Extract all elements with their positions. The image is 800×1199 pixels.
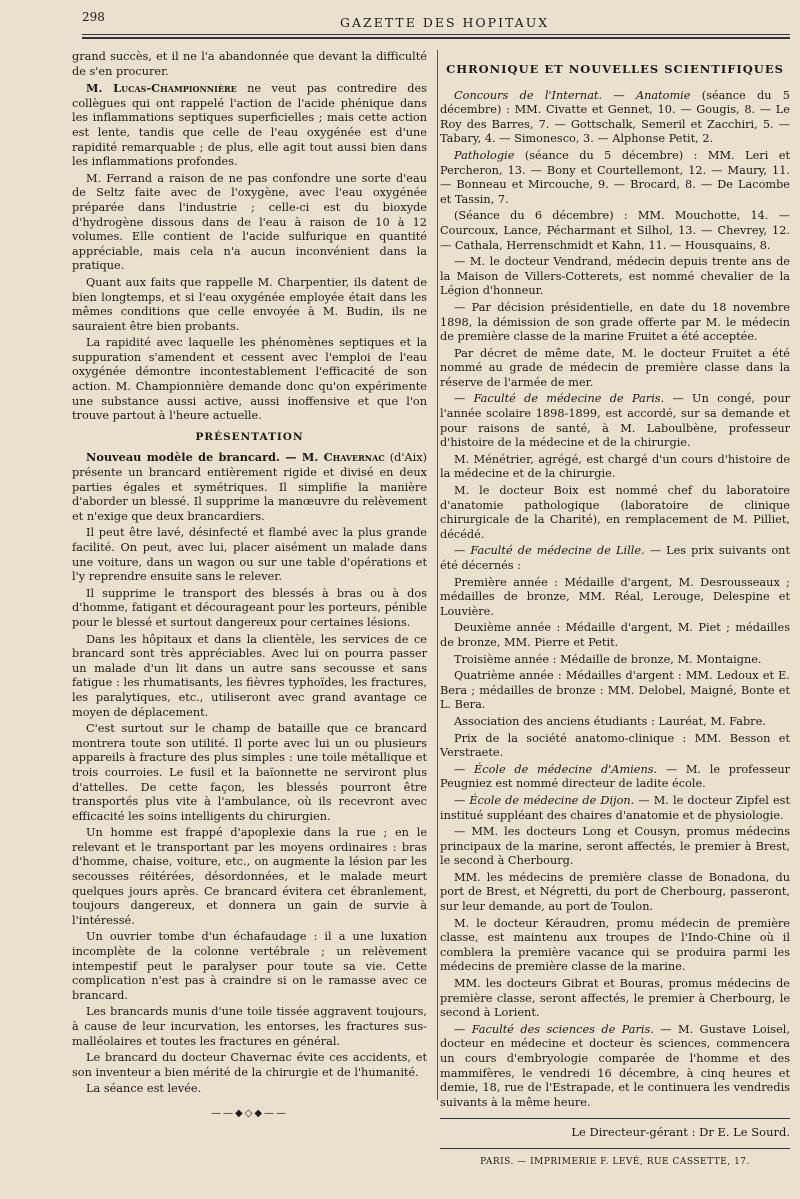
speaker-name: — M. Chavernac	[279, 450, 385, 465]
footer-rule	[440, 1118, 790, 1119]
page-number: 298	[82, 10, 105, 24]
printer-imprint: PARIS. — IMPRIMERIE F. LEVÉ, RUE CASSETTE, 17.	[480, 1156, 750, 1167]
paragraph: La rapidité avec laquelle les phénomènes septiques et la suppuration s'amendent et cessent avec l'emploi de l'eau oxygénée démontre incontestablement l'efficacité de son action. M. Championnière demande donc qu'on expérimente une substance aussi active, aussi inoffensive et que l'on trouve partout à l'heure actuelle.	[72, 336, 427, 423]
section-title-chronique: CHRONIQUE ET NOUVELLES SCIENTIFIQUES	[446, 62, 784, 76]
paragraph-text: — Un congé, pour l'année scolaire 1898-1899, est accordé, sur sa demande et pour raisons de santé, à M. Laboulbène, professeur d'histoire de la médecine et de la chirurgie.	[440, 392, 791, 450]
paragraph: C'est surtout sur le champ de bataille que ce brancard montrera toute son utilité. Il porte avec lui un ou plusieurs appareils à fracture des plus simples : une toile métallique et trois courroies. Le fusil et la baïonnette ne serviront plus d'attelles. De cette façon, les blessés pourront être transportés plus vite à l'ambulance, où ils recevront avec efficacité les soins intelligents du chirurgien.	[72, 722, 427, 823]
speaker-name: M. Lucas-Championnière	[86, 81, 237, 96]
paragraph-text: — Les prix suivants ont été décernés :	[440, 544, 790, 572]
paragraph: Prix de la société anatomo-clinique : MM. Besson et Verstraete.	[440, 731, 790, 760]
paragraph: Les brancards munis d'une toile tissée aggravent toujours, à cause de leur incurvation, les entorses, les fractures sus-malléolaires et toutes les fractures en général.	[72, 1005, 427, 1048]
paragraph: — MM. les docteurs Long et Cousyn, promus médecins principaux de la marine, seront affectés, le premier à Brest, le second à Cherbourg.	[440, 825, 790, 868]
rubric: Concours de l'Internat. — Anatomie	[454, 88, 691, 102]
paragraph: M. Ferrand a raison de ne pas confondre une sorte d'eau de Seltz faite avec de l'oxygène, avec l'eau oxygénée préparée dans l'industrie ; celle-ci est du bioxyde d'hydrogène dissous dans de l'eau à raison de 10 à 12 volumes. Elle contient de l'acide sulfurique en quantité appréciable, mais cela n'a aucun inconvénient dans la pratique.	[72, 171, 427, 273]
article-title: Nouveau modèle de brancard.	[86, 450, 280, 465]
paragraph: Par décret de même date, M. le docteur Fruitet a été nommé au grade de médecin de première classe dans la réserve de l'armée de mer.	[440, 346, 790, 389]
rubric: — Faculté des sciences de Paris.	[454, 1022, 654, 1036]
paragraph: MM. les médecins de première classe de Bonadona, du port de Brest, et Négretti, du port de Cherbourg, passeront, sur leur demande, au port de Toulon.	[440, 870, 790, 914]
paragraph: Deuxième année : Médaille d'argent, M. Piet ; médailles de bronze, MM. Pierre et Petit.	[440, 621, 790, 649]
paragraph: Association des anciens étudiants : Lauréat, M. Fabre.	[454, 714, 766, 728]
rubric: Pathologie	[454, 148, 515, 162]
paragraph	[72, 81, 427, 170]
paragraph-text: — M. Gustave Loisel, docteur en médecine et docteur ès sciences, commencera un cours d'embryologie comparée de l'homme et des mammifères, le vendredi 16 décembre, à cinq heures et demie, 18, rue de l'Estrapade, et le continuera les vendredis suivants à la même heure.	[440, 1022, 790, 1109]
rubric: — Faculté de médecine de Lille.	[454, 544, 645, 558]
paragraph: Un homme est frappé d'apoplexie dans la rue ; en le relevant et le transportant par les moyens ordinaires : bras d'homme, chaise, voiture, etc., on augmente la lésion par les secousses réitérées, désordonnées, et le malade meurt quelques jours après. Ce brancard évitera cet ébranlement, toujours dangereux, et donnera un gain de survie à l'intéressé.	[72, 826, 427, 927]
left-column	[72, 50, 427, 1132]
paragraph: M. Ménétrier, agrégé, est chargé d'un cours d'histoire de la médecine et de la chirurgie.	[440, 452, 790, 481]
director-signature: Le Directeur-gérant : Dr E. Le Sourd.	[571, 1125, 790, 1140]
header-rule	[82, 34, 790, 35]
paragraph: Un ouvrier tombe d'un échafaudage : il a une luxation incomplète de la colonne vertébrale ; un relèvement intempestif peut le paralyser pour toute sa vie. Cette complication n'est pas à craindre si on le ramasse avec ce brancard.	[72, 930, 427, 1002]
rubric: — Faculté de médecine de Paris.	[454, 392, 665, 406]
paragraph-text: — M. le docteur Zipfel est institué suppléant des chaires d'anatomie et de physiologie.	[440, 793, 790, 822]
paragraph-text: ne veut pas contredire des collègues qui ont rappelé l'action de l'acide phénique dans les inflammations septiques superficielles ; mais cette action est lente, tandis que celle de l'eau oxygénée est d'une rapidité remarquable ; de plus, elle agit tout aussi bien dans les inflammations profondes.	[72, 82, 427, 169]
paragraph: Le brancard du docteur Chavernac évite ces accidents, et son inventeur a bien mérité de la chirurgie et de l'humanité.	[72, 1051, 427, 1079]
paragraph-text: (séance du 5 décembre) : MM. Civatte et Gennet, 10. — Gougis, 8. — Le Roy des Barres, 7. — Gottschalk, Semeril et Zacchiri, 5. — Tabary, 4. — Simonesco, 3. — Alphonse Petit, 2.	[440, 88, 790, 146]
paragraph: MM. les docteurs Gibrat et Bouras, promus médecins de première classe, seront affectés, le premier à Cherbourg, le second à Lorient.	[440, 977, 790, 1020]
paragraph: Troisième année : Médaille de bronze, M. Montaigne.	[454, 652, 762, 666]
paragraph: (Séance du 6 décembre) : MM. Mouchotte, 14. — Courcoux, Lance, Pécharmant et Silhol, 13. — Chevrey, 12. — Cathala, Herrenschmidt et Kahn, 11. — Housquains, 8.	[440, 209, 790, 252]
paragraph: Dans les hôpitaux et dans la clientèle, les services de ce brancard sont très appréciables. Avec lui on pourra passer un malade d'un lit dans un autre sans secousse et sans fatigue : les rhumatisants, les fièvres typhoïdes, les fractures, les paralytiques, etc., utiliseront avec grand avantage ce moyen de déplacement.	[72, 632, 427, 719]
paragraph	[440, 794, 790, 823]
right-column	[440, 56, 790, 1170]
paragraph-text: — M. le professeur Peugniez est nommé directeur de ladite école.	[440, 762, 791, 791]
paragraph: — Par décision présidentielle, en date du 18 novembre 1898, la démission de son grade offerte par M. le médecin de première classe de la marine Fruitet a été acceptée.	[440, 300, 790, 344]
paragraph-text: (séance du 5 décembre) : MM. Leri et Percheron, 13. — Bony et Courtellemont, 12. — Maury, 11. — Bonneau et Mircouche, 9. — Brocard, 8. — De Lacombe et Tassin, 7.	[440, 148, 790, 206]
paragraph: M. le docteur Boix est nommé chef du laboratoire d'anatomie pathologique (laboratoire de clinique chirurgicale de la Charité), en remplacement de M. Pilliet, décédé.	[440, 484, 790, 541]
column-divider	[437, 50, 438, 1100]
paragraph	[440, 763, 790, 792]
running-title: GAZETTE DES HOPITAUX	[340, 15, 550, 30]
paragraph	[440, 149, 790, 207]
paragraph: Il supprime le transport des blessés à bras ou à dos d'homme, fatigant et décourageant pour les porteurs, pénible pour le blessé et surtout dangereux pour certaines lésions.	[72, 586, 427, 629]
rubric: — École de médecine de Dijon.	[454, 793, 635, 807]
paragraph: Première année : Médaille d'argent, M. Desrousseaux ; médailles de bronze, MM. Réal, Lerouge, Delespine et Louvière.	[440, 575, 790, 618]
paragraph: Quatrième année : Médailles d'argent : MM. Ledoux et E. Bera ; médailles de bronze : MM. Delobel, Maigné, Bonte et L. Bera.	[440, 669, 790, 712]
paragraph	[440, 392, 790, 450]
paragraph: M. le docteur Kéraudren, promu médecin de première classe, est maintenu aux troupes de l'Indo-Chine où il comblera la première vacance qui se produira parmi les médecins de première classe de la marine.	[440, 916, 790, 974]
footer-rule	[440, 1148, 790, 1149]
paragraph: — M. le docteur Vendrand, médecin depuis trente ans de la Maison de Villers-Cotterets, est nommé chevalier de la Légion d'honneur.	[440, 255, 790, 298]
ornament-divider: ——◆◇◆——	[210, 1107, 289, 1119]
paragraph: Quant aux faits que rappelle M. Charpentier, ils datent de bien longtemps, et si l'eau oxygénée employée était dans les mêmes conditions que celle envoyée à M. Budin, ils ne sauraient être bien probants.	[72, 275, 427, 333]
paragraph: grand succès, et il ne l'a abandonnée que devant la difficulté de s'en procurer.	[72, 50, 427, 78]
paragraph: La séance est levée.	[86, 1082, 202, 1096]
paragraph	[72, 450, 427, 524]
paragraph: Il peut être lavé, désinfecté et flambé avec la plus grande facilité. On peut, avec lui, placer aisément un malade dans une voiture, dans un wagon ou sur une table d'opérations et l'y reprendre ensuite sans le relever.	[72, 526, 427, 584]
paragraph	[440, 544, 790, 573]
paragraph-text: (d'Aix) présente un brancard entièrement rigide et divisé en deux parties égales et symétriques. Il simplifie la manière d'aborder un blessé. Il supprime la manœuvre du relèvement et n'exige que deux brancardiers.	[72, 451, 427, 523]
paragraph	[440, 89, 790, 147]
header-rule-thick	[82, 37, 790, 39]
paragraph	[440, 1023, 790, 1111]
section-title-presentation: PRÉSENTATION	[195, 430, 304, 443]
rubric: — École de médecine d'Amiens.	[454, 762, 658, 776]
